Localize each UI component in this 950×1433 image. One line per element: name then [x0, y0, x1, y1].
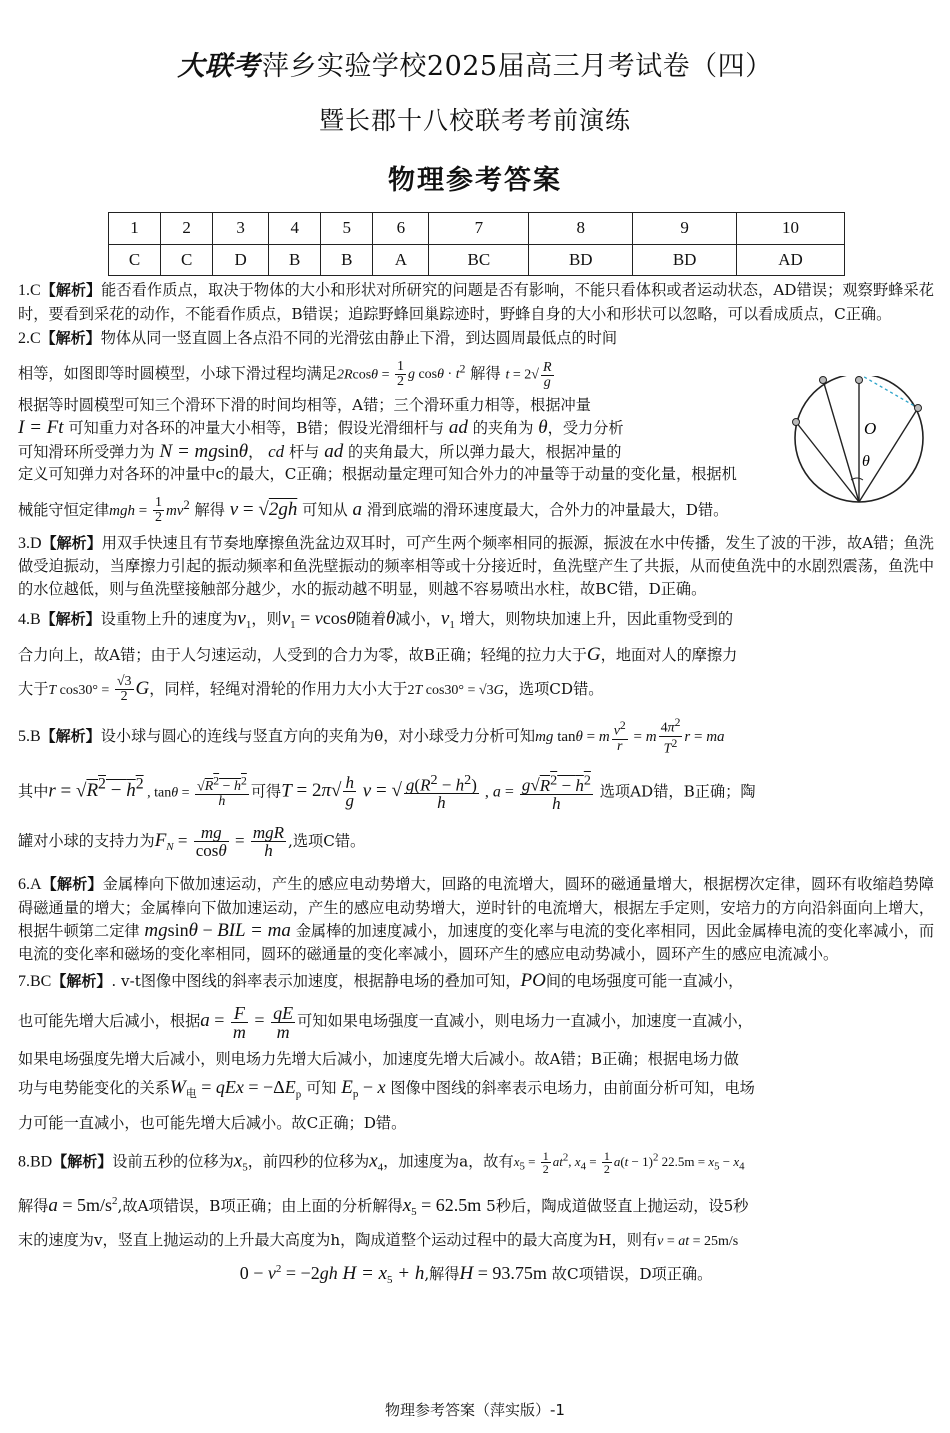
answer-cell: BC: [429, 244, 529, 276]
solution-q6: 6.A【解析】金属棒向下做加速运动，产生的感应电动势增大，回路的电流增大，圆环的磁通量增大，根据楞次定律，圆环有收缩趋势障碍磁通量的增大；金属棒向下做加速运动，产生的感应电动势增大，逆时针的电流增大，根据左手定则，安培力的方向沿斜面向上增大，根据牛顿第二定律 mgsinθ − BIL = ma 金属棒的加速度减小，加速度的变化率与电流的变化率相同，因此金属棒电流的变化率减小，而电流的变化率和磁场的变化率相同，圆环的磁通量的变化率减小，圆环产生的感应电动势减小，圆环产生的感应电流减小。: [18, 874, 935, 963]
solution-q4: 4.B【解析】设重物上升的速度为$v_1$，则$v_1 = vcos\theta$随着θ减小，$v_1$ 增大，则物块加速上升，因此重物受到的 合力向上，故A错；由于人匀速运动，人受到的合力为零，故B正确；轻绳的拉力大于G，地面对人的摩擦力 大于T cos30° = $\frac{√3}{2}$ G，同样，轻绳对滑轮的作用力大小大于2T cos30° = √3G，选项CD错。: [18, 607, 738, 705]
answer-cell: C: [109, 244, 161, 276]
answer-table: [108, 212, 845, 276]
question-number: 7: [429, 213, 529, 245]
answer-table-answers-row: [109, 244, 845, 276]
brand-logo: 大联考: [177, 51, 260, 82]
solution-q8: 8.BD【解析】设前五秒的位移为$x_5$，前四秒的位移为$x_4$，加速度为a，故有$x_5$ = $\frac{1}{2}$ $at^2$, $x_4$ = $\frac{1}{2}$ $a(t - 1)^2$ $22.5m = x_5 - x_4$ 解得$a = 5m/s^2$,故A项错误，B项正确；由上面的分析解得$x_5 = 62.5m$ 5秒后，陶成道做竖直上抛运动，设5秒 末的速度为v，竖直上抛运动的上升最大高度为h，陶成道整个运动过程中的最大高度为H，则有v = at = 25m/s $0 - v^2 = -2gh$ $H = x_5 + h$,解得H = 93.75m 故C项错误，D项正确。: [18, 1148, 749, 1287]
solution-q5: 5.B【解析】设小球与圆心的连线与竖直方向的夹角为θ，对小球受力分析可知mg tanθ = m $\frac{v^2}{r}$ = m $\frac{4\pi^2}{T^2}$ r = ma 其中$r = √R^2 - h^2$ , tanθ = $\frac{√R^2 - h^2}{h}$ 可得T = 2π√ $\frac{h}{g}$ v = √ $\frac{g(R^2 - h^2)}{h}$ , a = $\frac{g√R^2 - h^2}{h}$ 选项AD错，B正确；陶 罐对小球的支持力为$F_N$ = $\frac{mg}{\cos\theta}$ = $\frac{\text{mgR}}{h}$ ,选项C错。: [18, 716, 756, 861]
question-number: 10: [737, 213, 845, 245]
page-footer: 物理参考答案（萍实版）-1: [385, 1401, 565, 1419]
analysis-tag: 【解析】: [40, 281, 102, 299]
solution-q2: 2.C【解析】物体从同一竖直圆上各点沿不同的光滑弦由静止下滑，到达圆周最低点的时间 相等，如图即等时圆模型，小球下滑过程均满足2Rcosθ = $\frac{1}{2}$ g $\cos\theta \cdot t^2$ 解得 t = 2√ $\frac{R}{g}$ 根据等时圆模型可知三个滑环下滑的时间均相等，A错；三个滑环重力相等，根据冲量 I = Ft 可知重力对各环的冲量大小相等，B错；假设光滑细杆与 ad 的夹角为 θ，受力分析 可知滑环所受弹力为 N = mgsinθ， cd 杆与 ad 的夹角最大，所以弹力最大，根据冲量的: [18, 329, 624, 462]
answer-table-numbers-row: [109, 213, 845, 245]
question-number: 3: [213, 213, 269, 245]
answer-cell: BD: [633, 244, 737, 276]
center-label-o: O: [864, 419, 877, 438]
question-number: 8: [529, 213, 633, 245]
answer-cell: BD: [529, 244, 633, 276]
exam-subtitle: 暨长郡十八校联考考前演练: [318, 106, 631, 135]
question-number: 5: [321, 213, 373, 245]
answer-cell: A: [373, 244, 429, 276]
answer-cell: B: [269, 244, 321, 276]
question-number: 6: [373, 213, 429, 245]
angle-label-theta: θ: [862, 453, 870, 470]
question-number: 2: [161, 213, 213, 245]
solution-q1: 1.C【解析】能否看作质点，取决于物体的大小和形状对所研究的问题是否有影响，不能只看体积或者运动状态，AD错误；观察野蜂采花时，要看到采花的动作，不能看作质点，B错误；追踪野蜂回巢踪迹时，野蜂自身的大小和形状可以忽略，可以看成质点，C正确。: [18, 281, 934, 323]
answer-cell: B: [321, 244, 373, 276]
question-number: 9: [633, 213, 737, 245]
solution-body: 1.C【解析】能否看作质点，取决于物体的大小和形状对所研究的问题是否有影响，不能只看体积或者运动状态，AD错误；观察野蜂采花时，要看到采花的动作，不能看作质点，B错误；追踪野蜂回巢踪迹时，野蜂自身的大小和形状可以忽略，可以看成质点，C正确。 2.C【解析】物体从同一竖直圆上各点沿不同的光滑弦由静止下滑，到达圆周最低点的时间 相等，如图即等时圆模型，小球下滑过程均满足2Rcosθ = $\frac{1}{2}$ g $\cos\theta \cdot t^2$ 解得 t = 2√ $\frac{R}{g}$ 根据等时圆模型可知三个滑环下滑的时间均相等，A错；三个滑环重力相等，根据冲量 I = Ft 可知重力对各环的冲量大小相等，B错；假设光滑细杆与 ad 的夹角为 θ，受力分析 可知滑环所受弹力为 N = mgsinθ， cd 杆与 ad 的夹角最大，所以弹力最大，根据冲量的 定义可知弹力对各环的冲量中c的最大，C正确；根据动量定理可知合外力的冲量等于动量的变化量，根据机 械能守恒定律mgh = $\frac{1}{2}$ $mv^2$ 解得 v = √2gh 可知从 a 滑到底端的滑环速度最大，合外力的冲量最大，D错。 3.D【解析】用双手快速且有节奏地摩擦鱼洗盆边双耳时，可产生两个频率相同的振源，振波在水中传播，发生了波的干涉，故A错；鱼洗做受迫振动，当摩擦力引起的振动频率和鱼洗壁振动的频率相等或十分接近时，鱼洗壁产生了共振，从而使鱼洗中的水剧烈震荡，鱼洗中的水位越低，则与鱼洗壁接触部分越少，水的振动越不明显，则越不容易喷出水柱，故BC错，D正确。 4.B【解析】设重物上升的速度为$v_1$，则$v_1 = vcos\theta$随着θ减小，$v_1$ 增大，则物块加速上升，因此重物受到的 合力向上，故A错；由于人匀速运动，人受到的合力为零，故B正确；轻绳的拉力大于G，地面对人的摩擦力 大于T cos30° = $\frac{√3}{2}$ G，同样，轻绳对滑轮的作用力大小大于2T cos30° = √3G，选项CD错。 5.B【解析】设小球与圆心的连线与竖直方向的夹角为θ，对小球受力分析可知mg tanθ = m $\frac{v^2}{r}$ = m $\frac{4\pi^2}{T^2}$ r = ma 其中$r = √R^2 - h^2$ , tanθ = $\frac{√R^2 - h^2}{h}$ 可得T = 2π√ $\frac{h}{g}$ v = √ $\frac{g(R^2 - h^2)}{h}$ , a = $\frac{g√R^2 - h^2}{h}$ 选项AD错，B正确；陶 罐对小球的支持力为$F_N$ = $\frac{mg}{\cos\theta}$ = $\frac{\text{mgR}}{h}$ ,选项C错。 6.A【解析】金属棒向下做加速运动，产生的感应电动势增大，回路的电流增大，圆环的磁通量增大，根据楞次定律，圆环有收缩趋势障碍磁通量的增大；金属棒向下做加速运动，产生的感应电动势增大，逆时针的电流增大，根据左手定则，安培力的方向沿斜面向上增大，根据牛顿第二定律 mgsinθ − BIL = ma 金属棒的加速度减小，加速度的变化率与电流的变化率相同，因此金属棒电流的变化率减小，而电流的变化率和磁场的变化率相同，圆环的磁通量的变化率减小，圆环产生的感应电动势减小，圆环产生的感应电流减小。 7.BC【解析】. v-t图像中图线的斜率表示加速度，根据静电场的叠加可知，PO间的电场强度可能一直减小， 也可能先增大后减小，根据a = $\frac{F}{m}$ = $\frac{qE}{m}$ 可知如果电场强度一直减小，则电场力一直减小，加速度一直减小， 如果电场强度先增大后减小，则电场力先增大后减小，加速度先增大后减小。故A错；B正确；根据电场力做 功与电势能变化的关系$W_电$ = qEx = $-\Delta E_p$ 可知 $E_p - x$ 图像中图线的斜率表示电场力，由前面分析可知，电场 力可能一直减小，也可能先增大后减小。故C正确；D错。 8.BD【解析】设前五秒的位移为$x_5$，前四秒的位移为$x_4$，加速度为a，故有$x_5$ = $\frac{1}{2}$ $at^2$, $x_4$ = $\frac{1}{2}$ $a(t - 1)^2$ $22.5m = x_5 - x_4$ 解得$a = 5m/s^2$,故A项错误，B项正确；由上面的分析解得$x_5 = 62.5m$ 5秒后，陶成道做竖直上抛运动，设5秒 末的速度为v，竖直上抛运动的上升最大高度为h，陶成道整个运动过程中的最大高度为H，则有v = at = 25m/s $0 - v^2 = -2gh$ $H = x_5 + h$,解得H = 93.75m 故C项错误，D项正确。: [18, 279, 934, 1294]
question-number: 1: [109, 213, 161, 245]
solution-q3: 3.D【解析】用双手快速且有节奏地摩擦鱼洗盆边双耳时，可产生两个频率相同的振源，振波在水中传播，发生了波的干涉，故A错；鱼洗做受迫振动，当摩擦力引起的振动频率和鱼洗壁振动的频率相等或十分接近时，鱼洗壁产生了共振，从而使鱼洗中的水剧烈震荡，鱼洗中的水位越低，则与鱼洗壁接触部分越少，水的振动越不明显，则越不容易喷出水柱，故BC错，D正确。: [18, 533, 934, 598]
question-number: 4: [269, 213, 321, 245]
document-title: 物理参考答案: [388, 165, 562, 196]
answer-cell: AD: [737, 244, 845, 276]
exam-title: 大联考萍乡实验学校2025届高三月考试卷（四）: [177, 51, 773, 82]
solution-q7: 7.BC【解析】. v-t图像中图线的斜率表示加速度，根据静电场的叠加可知，PO间的电场强度可能一直减小， 也可能先增大后减小，根据a = $\frac{F}{m}$ = $\frac{qE}{m}$ 可知如果电场强度一直减小，则电场力一直减小，加速度一直减小， 如果电场强度先增大后减小，则电场力先增大后减小，加速度先增大后减小。故A错；B正确；根据电场力做 功与电势能变化的关系$W_电$ = qEx = $-\Delta E_p$ 可知 $E_p - x$ 图像中图线的斜率表示电场力，由前面分析可知，电场 力可能一直减小，也可能先增大后减小。故C正确；D错。: [18, 970, 755, 1132]
answer-cell: D: [213, 244, 269, 276]
answer-cell: C: [161, 244, 213, 276]
